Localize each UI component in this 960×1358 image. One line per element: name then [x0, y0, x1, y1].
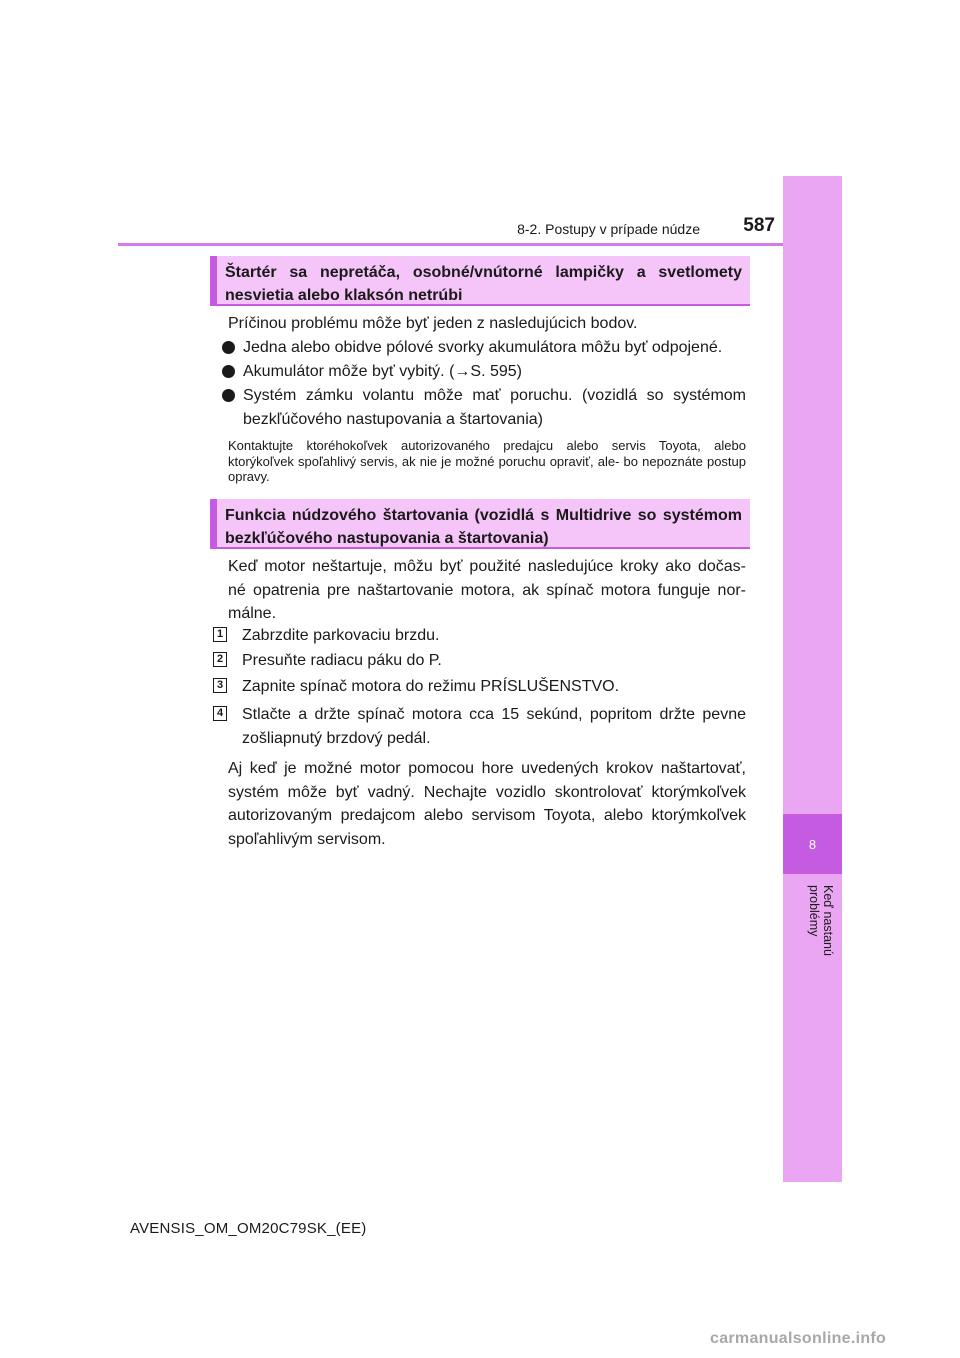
document-code: AVENSIS_OM_OM20C79SK_(EE) [130, 1220, 367, 1237]
step-number-box: 3 [213, 678, 227, 693]
bullet-icon [222, 365, 235, 378]
step-text: Stlačte a držte spínač motora cca 15 sekúnd, popritom držte pevne zošliapnutý brzdový pedál. [242, 706, 746, 747]
bullet-icon [222, 341, 235, 354]
section2-intro: Keď motor neštartuje, môžu byť použité nasledujúce kroky ako dočas- né opatrenia pre naštartovanie motora, ak spínač motora funguje nor- málne. [228, 558, 746, 622]
bullet-text: Systém zámku volantu môže mať poruchu. (vozidlá so systémom bezkľúčového nastupovania a štartovania) [243, 387, 746, 428]
section1-note: Kontaktujte ktoréhokoľvek autorizovaného predajcu alebo servis Toyota, alebo ktorýkoľvek spoľahlivý servis, ak nie je možné poruchu opraviť, ale- bo nepoznáte postup opravy. [228, 438, 746, 484]
step-text: Presuňte radiacu páku do P. [242, 652, 442, 669]
section1-title-box [210, 256, 750, 306]
step-number-box: 1 [213, 627, 227, 642]
bullet-icon [222, 389, 235, 402]
step-text: Zabrzdite parkovaciu brzdu. [242, 627, 440, 644]
bullet-text: Jedna alebo obidve pólové svorky akumulátora môžu byť odpojené. [243, 339, 723, 356]
section2-closing: Aj keď je možné motor pomocou hore uvedených krokov naštartovať, systém môže byť vadný. Nechajte vozidlo skontrolovať ktorýmkoľvek autorizovaným predajcom alebo servisom Toyota, alebo ktorýmkoľvek spoľahlivým servisom. [228, 760, 746, 848]
list-item [222, 336, 746, 360]
step-item [213, 675, 746, 699]
chapter-label: Keď nastanú problémy [807, 885, 835, 956]
bullet-text: Akumulátor môže byť vybitý. (→S. 595) [243, 363, 522, 380]
step-number-box: 4 [213, 706, 227, 721]
step-text: Zapnite spínač motora do režimu PRÍSLUŠENSTVO. [242, 678, 620, 695]
section-heading: 8-2. Postupy v prípade núdze [517, 221, 700, 237]
section2-title: Funkcia núdzového štartovania (vozidlá s Multidrive so systémom bezkľúčového nastupovania a štartovania) [225, 507, 742, 547]
step-item [213, 649, 746, 673]
page-number: 587 [743, 215, 775, 236]
list-item [222, 360, 746, 384]
section1-title: Štartér sa nepretáča, osobné/vnútorné lampičky a svetlomety nesvietia alebo klaksón netrúbi [225, 264, 742, 304]
step-item [213, 624, 746, 648]
watermark: carmanualsonline.info [710, 1330, 887, 1347]
chapter-side-tab [783, 176, 842, 1182]
section1-intro: Príčinou problému môže byť jeden z nasledujúcich bodov. [228, 315, 638, 332]
header-divider [118, 243, 783, 246]
chapter-number: 8 [783, 814, 842, 874]
step-item [213, 703, 746, 750]
section2-title-box [210, 499, 750, 549]
list-item [222, 384, 746, 431]
step-number-box: 2 [213, 652, 227, 667]
